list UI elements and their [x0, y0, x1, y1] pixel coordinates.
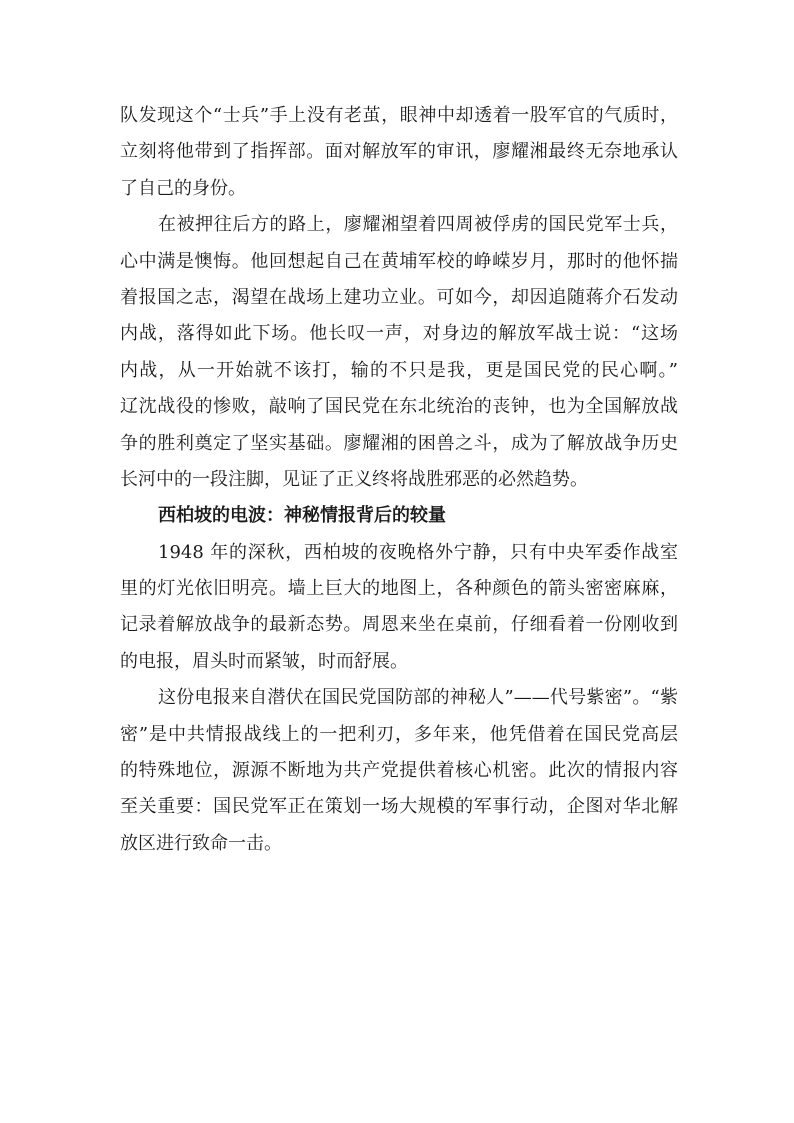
text-line: 至关重要：国民党军正在策划一场大规模的军事行动，企图对华北解	[120, 796, 678, 818]
text-line: 的电报，眉头时而紧皱，时而舒展。	[120, 650, 408, 672]
text-line: 长河中的一段注脚，见证了正义终将战胜邪恶的必然趋势。	[120, 468, 588, 490]
text-line: 里的灯光依旧明亮。墙上巨大的地图上，各种颜色的箭头密密麻麻，	[120, 578, 678, 600]
text-line: 记录着解放战争的最新态势。周恩来坐在桌前，仔细看着一份刚收到	[120, 614, 678, 636]
paragraph-3	[120, 535, 678, 681]
text-line: 的特殊地位，源源不断地为共产党提供着核心机密。此次的情报内容	[120, 760, 678, 782]
text-line: 密”是中共情报战线上的一把利刃，多年来，他凭借着在国民党高层	[120, 723, 678, 745]
paragraph-1	[120, 98, 678, 207]
text-line: 这份电报来自潜伏在国民党国防部的神秘人”——代号紫密”。“紫	[158, 687, 678, 709]
text-line: 争的胜利奠定了坚实基础。廖耀湘的困兽之斗，成为了解放战争历史	[120, 432, 678, 454]
text-line: 内战，落得如此下场。他长叹一声，对身边的解放军战士说：“这场	[120, 323, 678, 345]
text-line: 了自己的身份。	[120, 177, 246, 199]
paragraph-4	[120, 680, 678, 862]
text-line: 着报国之志，渴望在战场上建功立业。可如今，却因追随蒋介石发动	[120, 286, 678, 308]
text-line: 内战，从一开始就不该打，输的不只是我，更是国民党的民心啊。”	[120, 359, 678, 381]
text-line: 辽沈战役的惨败，敲响了国民党在东北统治的丧钟，也为全国解放战	[120, 396, 678, 418]
text-line: 立刻将他带到了指挥部。面对解放军的审讯，廖耀湘最终无奈地承认	[120, 141, 678, 163]
text-line: 放区进行致命一击。	[120, 832, 282, 854]
paragraph-2	[120, 207, 678, 498]
text-line: 在被押往后方的路上，廖耀湘望着四周被俘虏的国民党军士兵，	[158, 214, 678, 236]
text-line: 心中满是懊悔。他回想起自己在黄埔军校的峥嵘岁月，那时的他怀揣	[120, 250, 678, 272]
text-line: 1948 年的深秋，西柏坡的夜晚格外宁静，只有中央军委作战室	[158, 541, 678, 563]
text-line: 队发现这个“士兵”手上没有老茧，眼神中却透着一股军官的气质时，	[120, 105, 678, 126]
section-heading: 西柏坡的电波：神秘情报背后的较量	[158, 505, 446, 527]
document-page	[120, 98, 678, 862]
